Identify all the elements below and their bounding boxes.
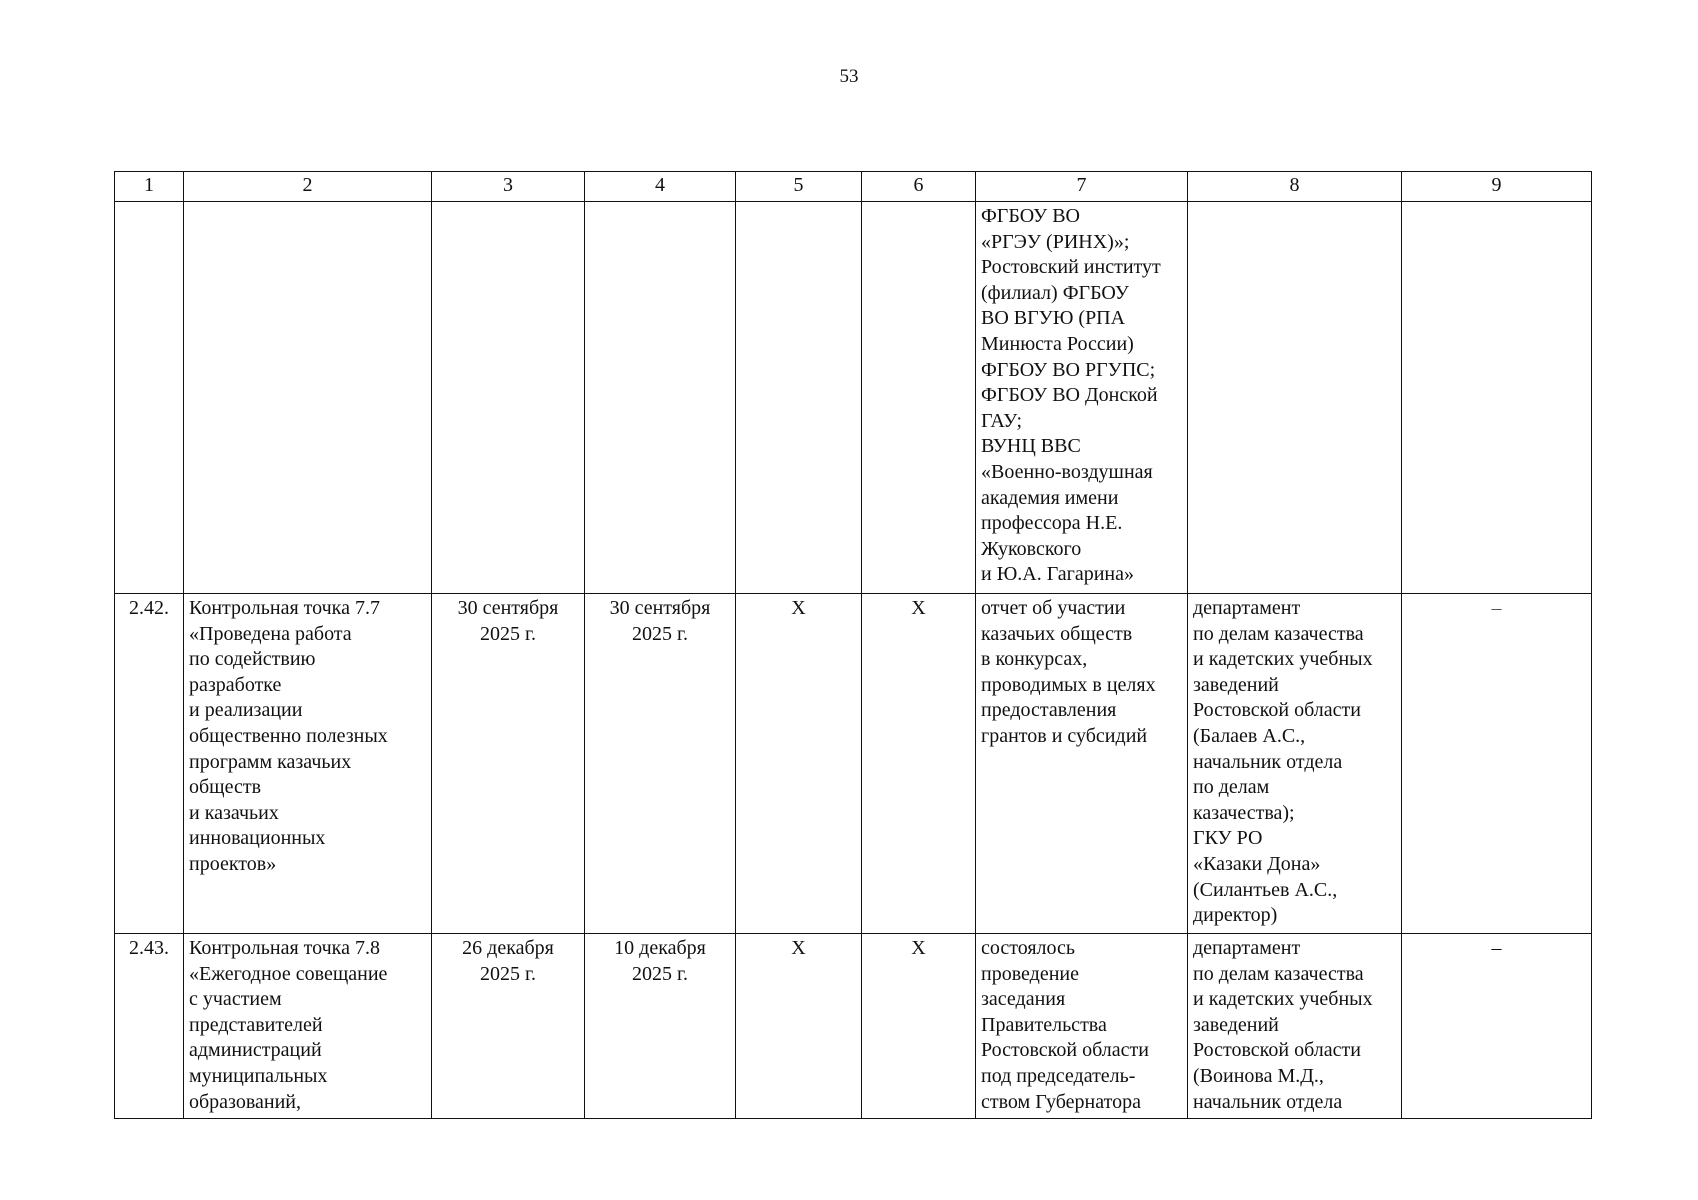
- header-cell: 5: [736, 172, 862, 202]
- header-cell: 2: [184, 172, 432, 202]
- start-date-cell: 30 сентября 2025 г.: [432, 594, 585, 934]
- col6-cell: X: [862, 594, 976, 934]
- header-cell: 6: [862, 172, 976, 202]
- table-row: [115, 934, 1592, 1119]
- table-row: [115, 202, 1592, 594]
- col5-cell: [736, 202, 862, 594]
- header-cell: 3: [432, 172, 585, 202]
- plan-table: [114, 171, 1592, 1119]
- event-name-cell: Контрольная точка 7.8 «Ежегодное совещание с участием представителей администраций муниципальных образований,: [184, 934, 432, 1119]
- col5-cell: X: [736, 594, 862, 934]
- header-cell: 7: [976, 172, 1188, 202]
- col9-cell: [1402, 202, 1592, 594]
- col9-cell: –: [1402, 594, 1592, 934]
- header-cell: 4: [585, 172, 736, 202]
- responsible-cell: департамент по делам казачества и кадетских учебных заведений Ростовской области (Воинова М.Д., начальник отдела: [1188, 934, 1402, 1119]
- end-date-cell: 30 сентября 2025 г.: [585, 594, 736, 934]
- start-date-cell: 26 декабря 2025 г.: [432, 934, 585, 1119]
- event-name-cell: [184, 202, 432, 594]
- col5-cell: X: [736, 934, 862, 1119]
- responsible-cell: департамент по делам казачества и кадетских учебных заведений Ростовской области (Балаев А.С., начальник отдела по делам казачества); ГКУ РО «Казаки Дона» (Силантьев А.С., директор): [1188, 594, 1402, 934]
- row-number-cell: 2.42.: [115, 594, 184, 934]
- col9-cell: –: [1402, 934, 1592, 1119]
- end-date-cell: [585, 202, 736, 594]
- table-row: [115, 594, 1592, 934]
- page-number: 53: [839, 66, 859, 87]
- header-cell: 1: [115, 172, 184, 202]
- result-cell: состоялось проведение заседания Правительства Ростовской области под председатель- ством Губернатора: [976, 934, 1188, 1119]
- table-header-row: [115, 172, 1592, 202]
- col6-cell: [862, 202, 976, 594]
- row-number-cell: [115, 202, 184, 594]
- header-cell: 8: [1188, 172, 1402, 202]
- start-date-cell: [432, 202, 585, 594]
- col6-cell: X: [862, 934, 976, 1119]
- header-cell: 9: [1402, 172, 1592, 202]
- event-name-cell: Контрольная точка 7.7 «Проведена работа по содействию разработке и реализации общественно полезных программ казачьих обществ и казачьих инновационных проектов»: [184, 594, 432, 934]
- end-date-cell: 10 декабря 2025 г.: [585, 934, 736, 1119]
- row-number-cell: 2.43.: [115, 934, 184, 1119]
- result-cell: ФГБОУ ВО «РГЭУ (РИНХ)»; Ростовский институт (филиал) ФГБОУ ВО ВГУЮ (РПА Минюста России) ФГБОУ ВО РГУПС; ФГБОУ ВО Донской ГАУ; ВУНЦ ВВС «Военно-воздушная академия имени профессора Н.Е. Жуковского и Ю.А. Гагарина»: [976, 202, 1188, 594]
- result-cell: отчет об участии казачьих обществ в конкурсах, проводимых в целях предоставления грантов и субсидий: [976, 594, 1188, 934]
- responsible-cell: [1188, 202, 1402, 594]
